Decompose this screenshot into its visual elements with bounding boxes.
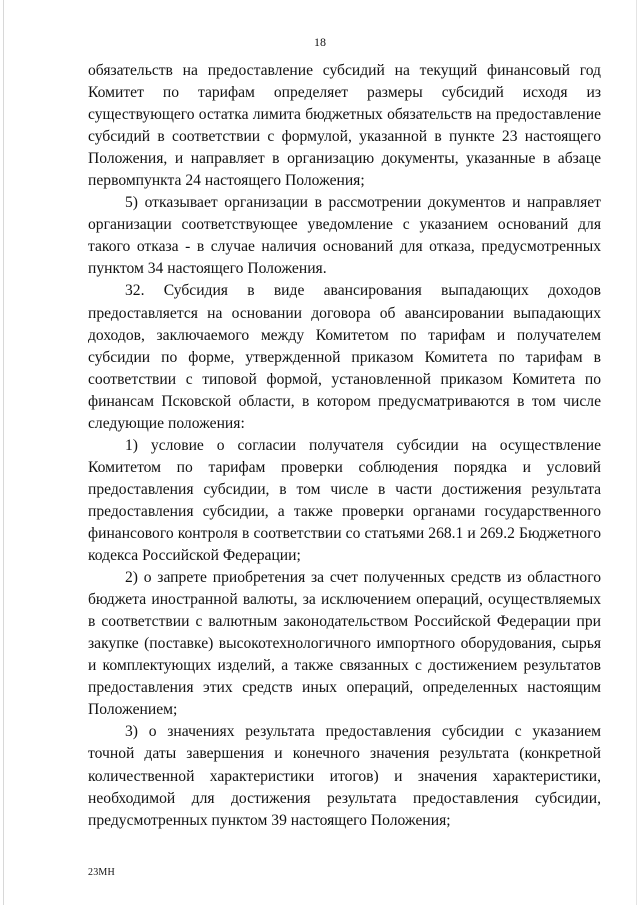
paragraph-clause-32: 32. Субсидия в виде авансирования выпадающих доходов предоставляется на основании договора об авансировании выпадающих доходов, заключаемого между Комитетом по тарифам и получателем субсидии по форме, утвержденной приказом Комитета по тарифам в соответствии с типовой формой, установленной приказом Комитета по финансам Псковской области, в котором предусматриваются в том числе следующие положения: (88, 282, 601, 432)
paragraph-item-2: 2) о запрете приобретения за счет полученных средств из областного бюджета иностранной валюты, за исключением операций, осуществляемых в соответствии с валютным законодательством Российской Федерации при закупке (поставке) высокотехнологичного импортного оборудования, сырья и комплектующих изделий, а также связанных с достижением результатов предоставления этих средств иных операций, определенных настоящим Положением; (88, 569, 601, 719)
paragraph-item-5: 5) отказывает организации в рассмотрении документов и направляет организации соответствующее уведомление с указанием оснований для такого отказа - в случае наличия оснований для отказа, предусмотренных пунктом 34 настоящего Положения. (88, 194, 601, 278)
paragraph-continuation: обязательств на предоставление субсидий на текущий финансовый год Комитет по тарифам определяет размеры субсидий исходя из существующего остатка лимита бюджетных обязательств на предоставление субсидий в соответствии с формулой, указанной в пункте 23 настоящего Положения, и направляет в организацию документы, указанные в абзаце первомпункта 24 настоящего Положения; (88, 62, 601, 190)
scan-edge-left (3, 0, 4, 905)
document-body (88, 60, 601, 832)
footer-document-code: 23МН (88, 867, 115, 878)
scan-edge-right (636, 0, 637, 905)
paragraph-item-1: 1) условие о согласии получателя субсидии на осуществление Комитетом по тарифам проверки соблюдения порядка и условий предоставления субсидии, в том числе в части достижения результата предоставления субсидии, а также проверки органами государственного финансового контроля в соответствии со статьями 268.1 и 269.2 Бюджетного кодекса Российской Федерации; (88, 436, 601, 565)
page-number: 18 (314, 35, 326, 49)
paragraph-item-3: 3) о значениях результата предоставления субсидии с указанием точной даты завершения и конечного значения результата (конкретной количественной характеристики итогов) и значения характеристики, необходимой для достижения результата предоставления субсидии, предусмотренных пунктом 39 настоящего Положения; (88, 723, 601, 829)
